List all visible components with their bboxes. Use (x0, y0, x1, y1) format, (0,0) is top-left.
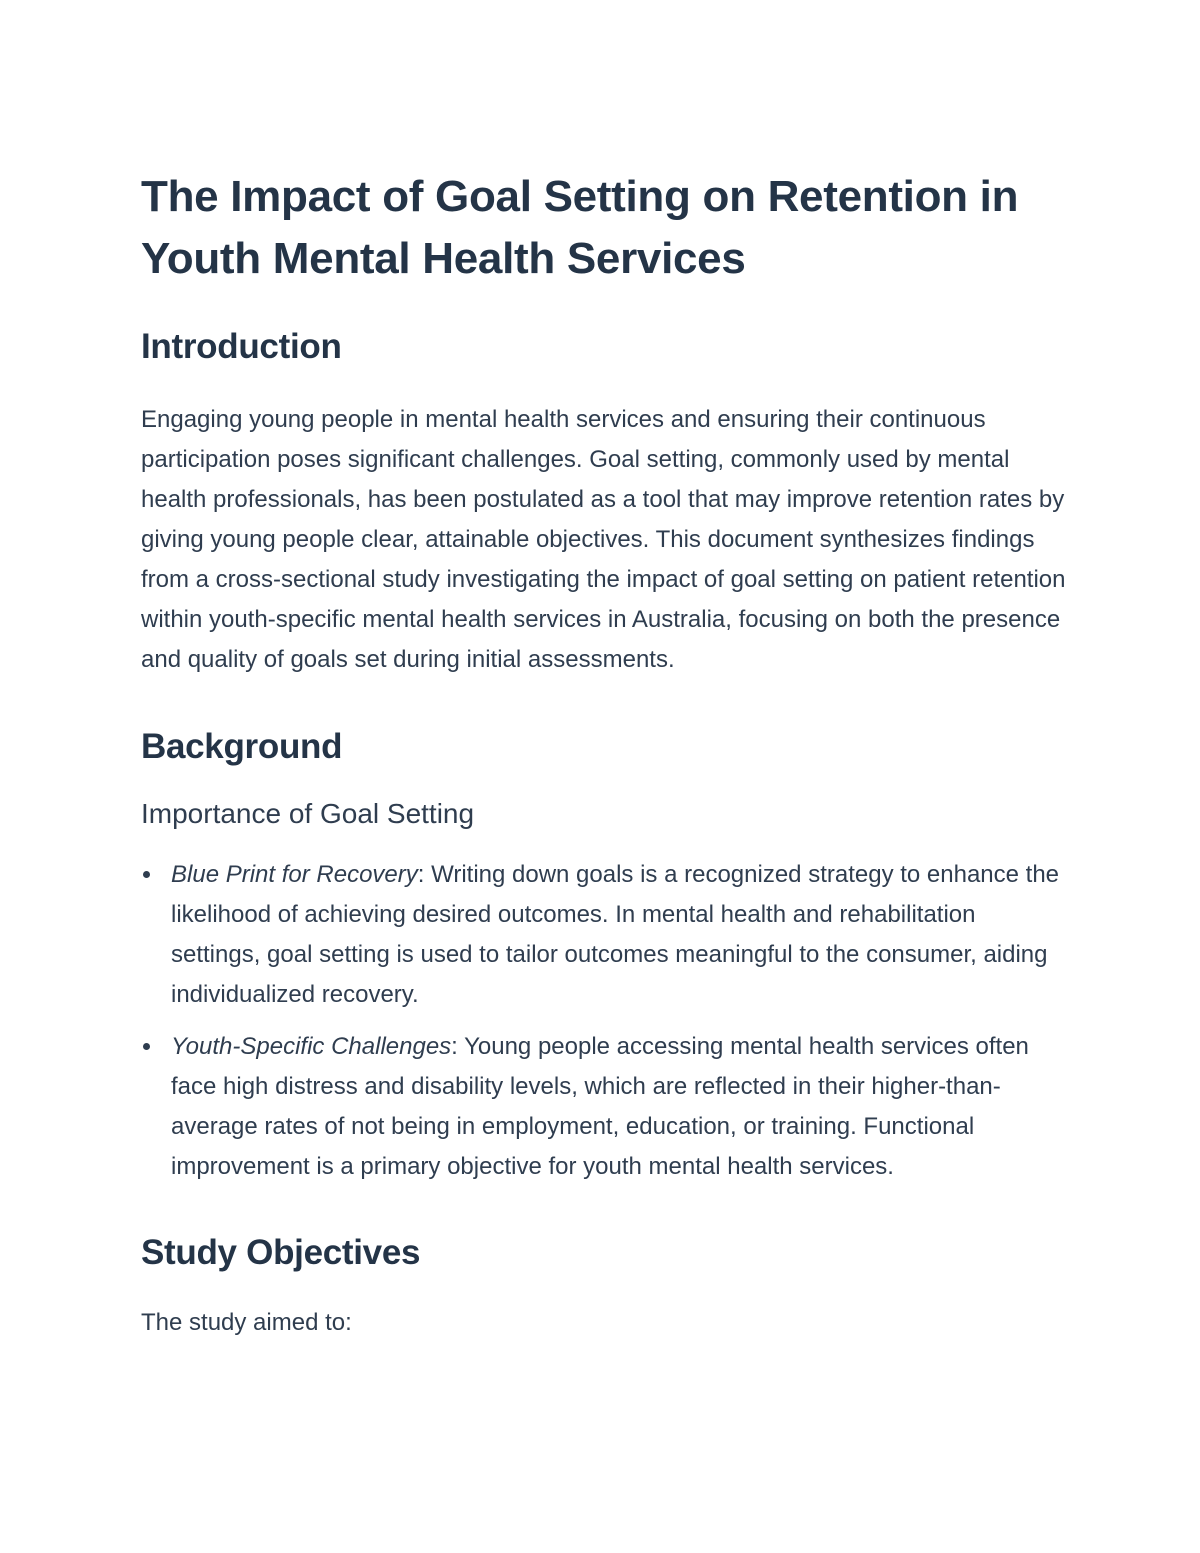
bullet-text: Writing down goals is a recognized strategy to enhance the likelihood of achieving desired outcomes. In mental health and rehabilitation settings, goal setting is used to tailor outcomes meaningful to the consumer, aiding individualized recovery. (171, 861, 1060, 1008)
introduction-paragraph: Engaging young people in mental health services and ensuring their continuous participation poses significant challenges. Goal setting, commonly used by mental health professionals, has been postulated as a tool that may improve retention rates by giving young people clear, attainable objectives. This document synthesizes findings from a cross-sectional study investigating the impact of goal setting on patient retention within youth-specific mental health services in Australia, focusing on both the presence and quality of goals set during initial assessments. (141, 406, 1066, 673)
bullet-text: Young people accessing mental health services often face high distress and disability levels, which are reflected in their higher-than-average rates of not being in employment, education, or training. Functional improvement is a primary objective for youth mental health services. (171, 1033, 1029, 1180)
study-objectives-heading: Study Objectives (141, 1233, 421, 1272)
list-item (141, 1027, 1071, 1187)
bullet-term: Blue Print for Recovery (171, 861, 418, 888)
bullet-icon (143, 1043, 150, 1050)
bullet-separator: : (451, 1033, 458, 1060)
background-bullet-list (141, 855, 1071, 1187)
bullet-term: Youth-Specific Challenges (171, 1033, 452, 1060)
list-item (141, 855, 1071, 1015)
bullet-separator: : (417, 861, 425, 888)
introduction-heading: Introduction (141, 327, 342, 366)
goal-setting-subheading: Importance of Goal Setting (141, 798, 475, 829)
study-objectives-paragraph: The study aimed to: (141, 1309, 352, 1336)
background-heading: Background (141, 727, 343, 766)
document-page (141, 166, 1071, 1343)
bullet-icon (143, 871, 150, 878)
document-title: The Impact of Goal Setting on Retention in Youth Mental Health Services (141, 172, 1019, 283)
